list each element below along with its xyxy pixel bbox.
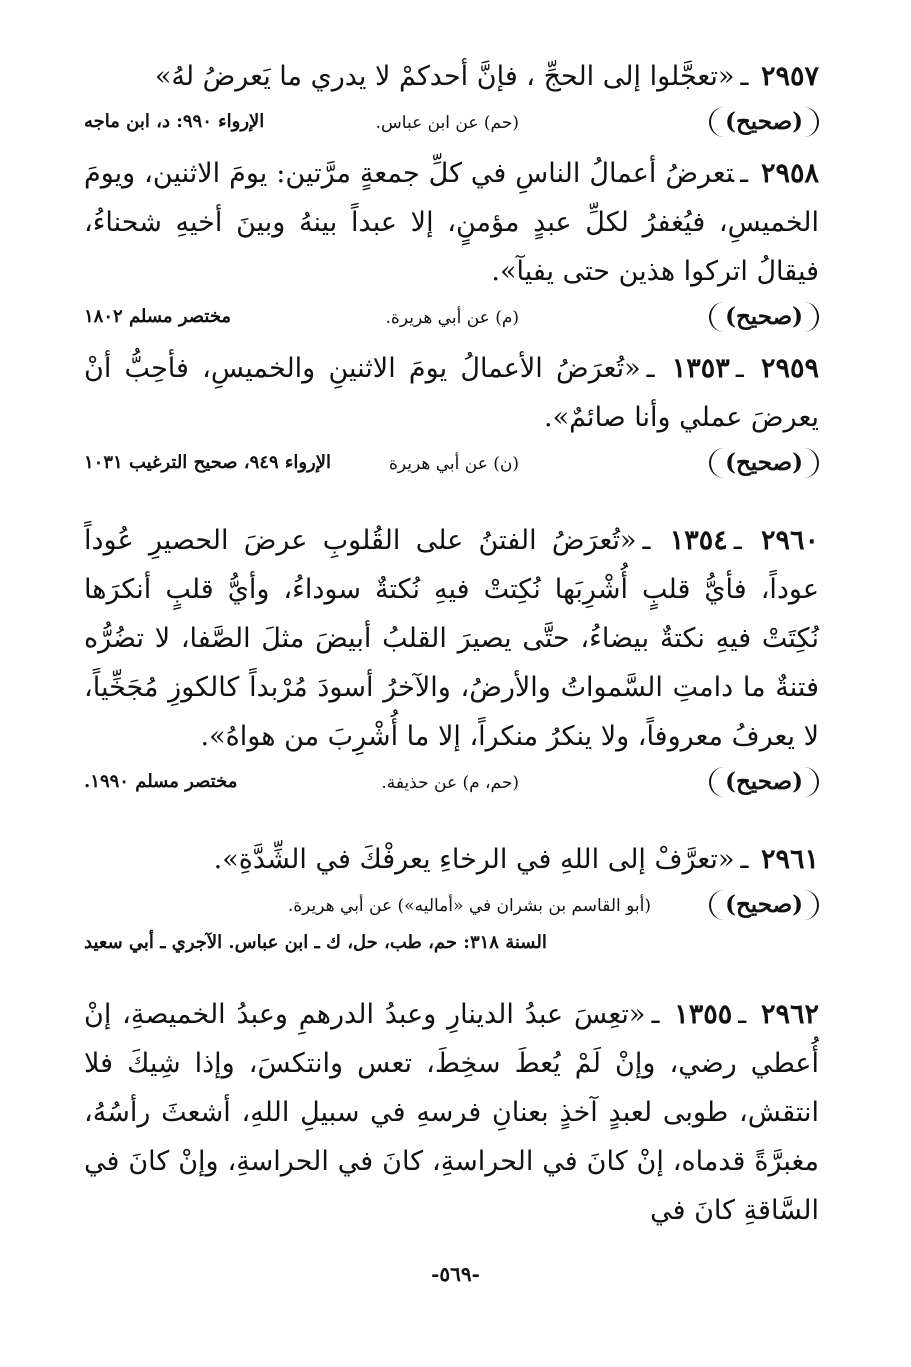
separator: ـ (740, 158, 748, 189)
narrator-attribution: (ن) عن أبي هريرة (388, 454, 519, 474)
grade-badge: (صحيح) (709, 107, 819, 137)
hadith-number: ٢٩٥٩ (760, 353, 819, 384)
grade-badge: (صحيح) (709, 767, 819, 797)
separator: ـ (651, 999, 660, 1030)
separator: ـ (740, 844, 749, 875)
reference-citation: مختصر مسلم ١٨٠٢ (84, 306, 232, 327)
hadith-body: «تعِسَ عبدُ الدينارِ وعبدُ الدرهمِ وعبدُ الخميصةِ، إنْ أُعطي رضي، وإنْ لَمْ يُعطَ سخِطَ، تعس وانتكسَ، وإذا شِيكَ فلا انتقش، طوبى لعبدٍ آخذٍ بعنانِ فرسهِ في سبيلِ اللهِ، أشعثَ رأسُهُ، مغبرَّةً قدماه، إنْ كانَ في الحراسةِ، كانَ في الحراسةِ، وإنْ كانَ في السَّاقةِ كانَ في (84, 999, 820, 1226)
narrator-attribution: (حم، م) عن حذيفة. (381, 773, 519, 793)
hadith-2958 (84, 149, 819, 344)
source-line (84, 888, 819, 964)
separator: ـ (646, 353, 655, 384)
hadith-2960 (84, 516, 819, 809)
grade-badge: (صحيح) (709, 448, 819, 478)
hadith-2959 (84, 344, 819, 490)
alt-hadith-number: ١٣٥٤ (669, 525, 728, 556)
hadith-text (84, 516, 819, 761)
hadith-body: «تعرَّفْ إلى اللهِ في الرخاءِ يعرفْكَ في الشِّدَّةِ». (213, 844, 735, 875)
alt-hadith-number: ١٣٥٥ (674, 999, 733, 1030)
hadith-text (84, 835, 819, 884)
hadith-2957 (84, 52, 819, 149)
hadith-text (84, 149, 819, 296)
source-line (84, 300, 819, 344)
spacer (84, 490, 819, 516)
hadith-number: ٢٩٥٨ (760, 158, 819, 189)
narrator-attribution: (م) عن أبي هريرة. (385, 308, 519, 328)
spacer (84, 964, 819, 990)
hadith-2961 (84, 835, 819, 964)
hadith-text (84, 990, 819, 1235)
grade-badge: (صحيح) (709, 302, 819, 332)
separator: ـ (733, 525, 742, 556)
source-line (84, 765, 819, 809)
hadith-text (84, 52, 819, 101)
narrator-attribution: (حم) عن ابن عباس. (375, 113, 519, 133)
alt-hadith-number: ١٣٥٣ (671, 353, 730, 384)
hadith-text (84, 344, 819, 442)
reference-citation: الإرواء ٩٤٩، صحيح الترغيب ١٠٣١ (84, 452, 332, 473)
source-line (84, 105, 819, 149)
spacer (84, 809, 819, 835)
narrator-attribution: (أبو القاسم بن بشران في «أماليه») عن أبي هريرة. (287, 896, 651, 916)
source-line (84, 446, 819, 490)
separator: ـ (735, 353, 744, 384)
hadith-number: ٢٩٦٠ (760, 525, 819, 556)
hadith-body: «تُعرَضُ الفتنُ على القُلوبِ عرضَ الحصيرِ عُوداً عوداً، فأيُّ قلبٍ أُشْرِبَها نُكِتتْ فيهِ نُكتةٌ سوداءُ، وأيُّ قلبٍ أنكرَها نُكِتَتْ فيهِ نكتةٌ بيضاءُ، حتَّى يصيرَ القلبُ أبيضَ مثلَ الصَّفا، لا تضُرُّه فتنةٌ ما دامتِ السَّمواتُ والأرضُ، والآخرُ أسودَ مُرْبداً كالكوزِ مُجَخِّياً، لا يعرفُ معروفاً، ولا ينكرُ منكراً، إلا ما أُشْرِبَ من هواهُ». (84, 525, 819, 752)
hadith-body: «تُعرَضُ الأعمالُ يومَ الاثنينِ والخميسِ، فأحِبُّ أنْ يعرضَ عملي وأنا صائمٌ». (84, 353, 819, 433)
hadith-body: تعرضُ أعمالُ الناسِ في كلِّ جمعةٍ مرَّتين: يومَ الاثنين، ويومَ الخميسِ، فيُغفرُ لكلِّ عبدٍ مؤمنٍ، إلا عبداً بينهُ وبينَ أخيهِ شحناءُ، فيقالُ اتركوا هذين حتى يفيآ». (84, 158, 819, 287)
separator: ـ (642, 525, 651, 556)
reference-citation: مختصر مسلم ١٩٩٠. (84, 771, 238, 792)
grade-badge: (صحيح) (709, 890, 819, 920)
page-number: -٥٦٩- (431, 1262, 480, 1286)
hadith-2962 (84, 990, 819, 1235)
hadith-number: ٢٩٦٢ (760, 999, 819, 1030)
separator: ـ (738, 999, 747, 1030)
reference-citation: الإرواء ٩٩٠: د، ابن ماجه (84, 111, 265, 132)
hadith-number: ٢٩٥٧ (760, 61, 819, 92)
separator: ـ (740, 61, 749, 92)
hadith-body: «تعجَّلوا إلى الحجِّ ، فإنَّ أحدكمْ لا يدري ما يَعرضُ لهُ» (154, 61, 735, 92)
reference-citation: السنة ٣١٨: حم، طب، حل، ك ـ ابن عباس. الآجري ـ أبي سعيد (84, 932, 547, 953)
hadith-number: ٢٩٦١ (760, 844, 819, 875)
